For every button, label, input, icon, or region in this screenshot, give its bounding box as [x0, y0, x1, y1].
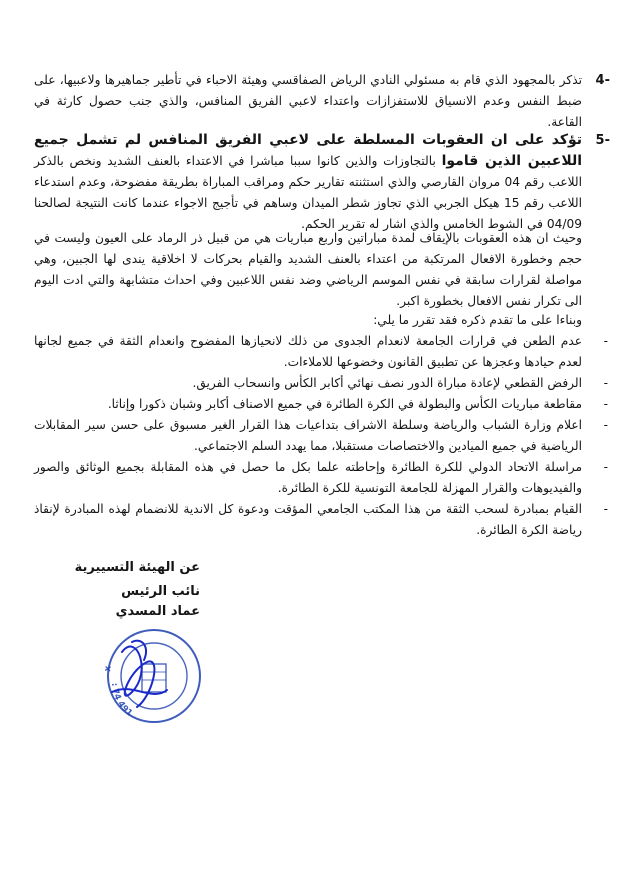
point-4	[34, 70, 610, 133]
list-item-text: الرفض القطعي لإعادة مباراة الدور نصف نهائي أكابر الكأس وانسحاب الفريق.	[192, 376, 582, 390]
list-item-text: مراسلة الاتحاد الدولي للكرة الطائرة وإحاطته علما بكل ما حصل في هذه المقابلة بجميع الوثائق والصور والفيديوهات والقرار المهزلة للجامعة التونسية للكرة الطائرة.	[34, 460, 582, 495]
paragraph-text: وحيث ان هذه العقوبات بالإيقاف لمدة مباراتين واربع مباريات هي من قبيل ذر الرماد على العيون وليست في حجم وخطورة الافعال المرتكبة من اعتداء بالعنف الشديد والقيام بحركات لا اخلاقية يندى لها الجبين، وهي مواصلة لقرارات سابقة في نفس الموسم الرياضي وضد نفس اللاعبين وفي احداث متشابهة والتي ادت اليوم الى تكرار نفس الافعال بخطورة اكبر.	[34, 231, 582, 308]
list-item	[34, 394, 608, 415]
signature-role: نائب الرئيس	[121, 584, 200, 599]
list-item-text: القيام بمبادرة لسحب الثقة من هذا المكتب الجامعي المؤقت ودعوة كل الاندية للانضمام لهذه المبادرة لإنقاذ رياضة الكرة الطائرة.	[34, 502, 582, 537]
point-text: بالتجاوزات والذين كانوا سببا مباشرا في الاعتداء بالعنف الشديد ونخص بالذكر اللاعب رقم 04 مروان القارصي والذي استثنته تقارير حكم ومراقب المباراة بطريقة مفضوحة، وعدم استدعاء اللاعب رقم 15 هيكل الجربي الذي تجاوز شطر الميدان وساهم في تأجيج الاجواء عندما كانت النتيجة لصالحنا 04/09 في الشوط الخامس والذي اشار له تقرير الحكم.	[34, 154, 583, 231]
list-item	[34, 331, 608, 373]
body-paragraph	[34, 228, 582, 312]
list-item	[34, 499, 608, 541]
signature-name: عماد المسدي	[115, 604, 200, 619]
list-marker: -	[603, 502, 608, 516]
stamp-text-bottom: : 74 491	[108, 682, 135, 719]
list-marker: -	[603, 376, 608, 390]
point-lead: تؤكد على ان العقوبات المسلطة على لاعبي الفريق المنافس لم تشمل جميع اللاعبين الذين قاموا	[34, 132, 583, 169]
list-item	[34, 373, 608, 394]
list-marker: -	[603, 334, 608, 348]
stamp-graphic	[92, 612, 212, 727]
list-marker: -	[603, 460, 608, 474]
decisions-list	[34, 331, 608, 541]
list-item	[34, 415, 608, 457]
point-number: 5-	[595, 133, 610, 148]
club-stamp	[92, 612, 212, 727]
list-item-text: عدم الطعن في قرارات الجامعة لانعدام الجدوى من ذلك لانحيازها المفضوح وانعدام الثقة في جميع لجانها لعدم حيادها وعجزها عن تطبيق القانون وخضوعها للاملاءات.	[34, 334, 582, 369]
list-marker: -	[603, 397, 608, 411]
list-item-text: مقاطعة مباريات الكأس والبطولة في الكرة الطائرة في جميع الاصناف أكابر وشبان ذكورا وإناثا.	[107, 397, 582, 411]
intro-text: وبناءا على ما تقدم ذكره فقد تقرر ما يلي:	[373, 313, 582, 327]
point-5	[34, 130, 610, 235]
list-marker: -	[603, 418, 608, 432]
list-item-text: اعلام وزارة الشباب والرياضة وسلطة الاشراف بتداعيات هذا القرار الغير مسبوق على حسن سير المقابلات الرياضية في جميع الميادين والاختصاصات مستقبلا، مما يهدد السلم الاجتماعي.	[34, 418, 582, 453]
point-text: تذكر بالمجهود الذي قام به مسئولي النادي الرياض الصفاقسي وهيئة الاحباء في تأطير جماهيرها ولاعبيها، على ضبط النفس وعدم الانسياق للاستفزازات واعتداء لاعبي الفريق المنافس، والذي جنب حصول كارثة في القاعة.	[34, 73, 582, 129]
list-item	[34, 457, 608, 499]
decisions-intro	[34, 310, 582, 331]
stamp-text-top: x	[103, 665, 114, 673]
point-number: 4-	[595, 73, 610, 88]
signature-org: عن الهيئة التسييرية	[74, 560, 200, 575]
